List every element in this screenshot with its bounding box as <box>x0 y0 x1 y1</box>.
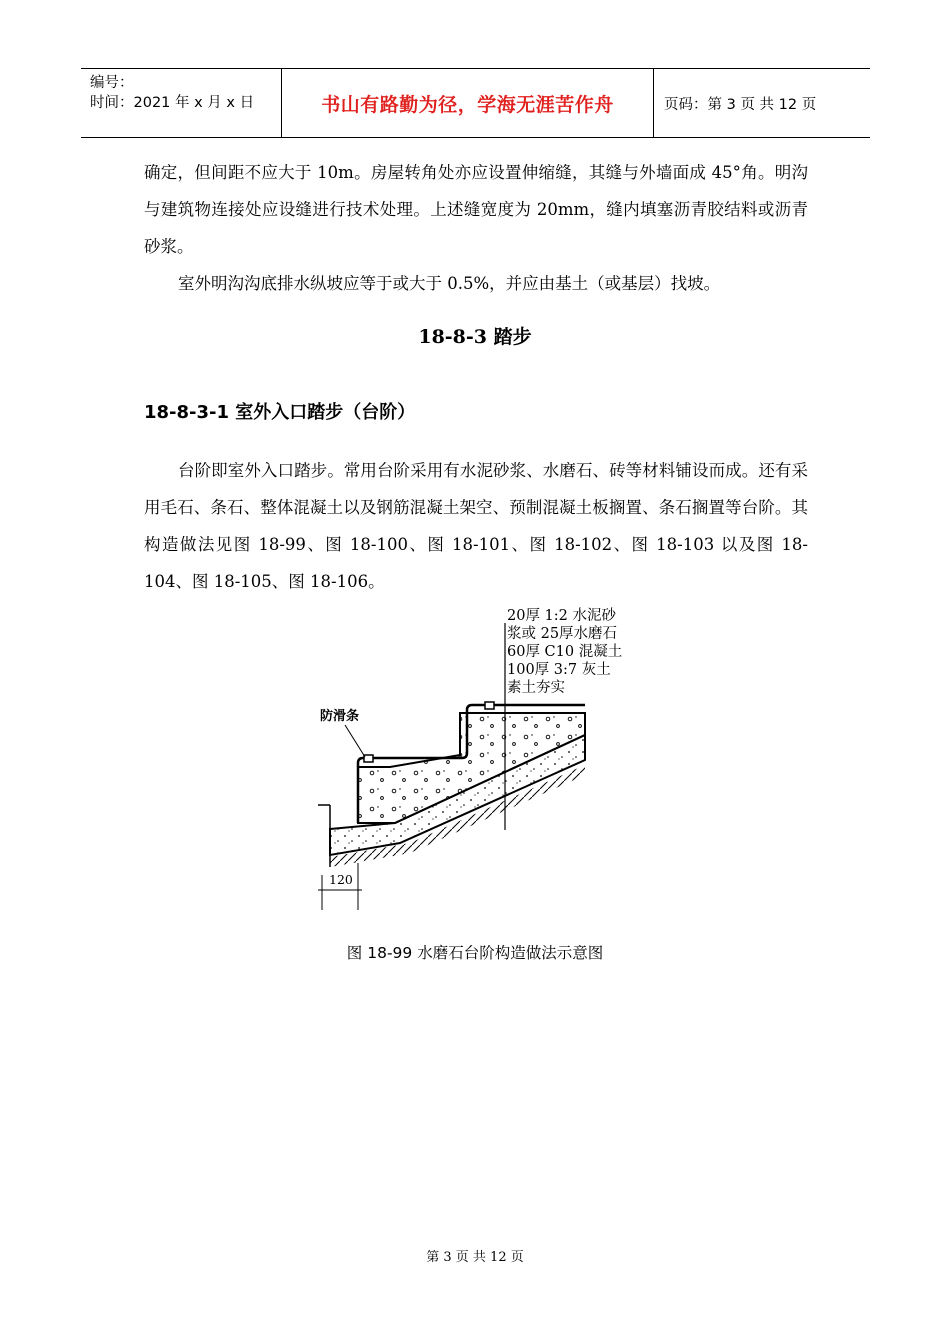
page-footer: 第 3 页 共 12 页 <box>426 1250 524 1265</box>
header-meta <box>81 69 281 137</box>
anti-slip-label: 防滑条 <box>320 709 360 724</box>
header-page-info: 页码：第 3 页 共 12 页 <box>664 96 817 113</box>
anti-slip-strip-lower <box>364 755 373 762</box>
layer-label-3: 100厚 3:7 灰土 <box>507 662 611 678</box>
paragraph-3: 台阶即室外入口踏步。常用台阶采用有水泥砂浆、水磨石、砖等材料铺设而成。还有采用毛石、条石、整体混凝土以及钢筋混凝土架空、预制混凝土板搁置、条石搁置等台阶。其构造做法见图 18-99、图 18-100、图 18-101、图 18-102、图 18-103 以及图 18-104、图 18-105、图 18-106。 <box>144 461 808 591</box>
code-label: 编号： <box>90 75 134 91</box>
layer-label-1a: 20厚 1:2 水泥砂 <box>507 608 617 624</box>
header-motto: 书山有路勤为径，学海无涯苦作舟 <box>321 93 614 116</box>
dimension-label: 120 <box>329 872 353 887</box>
layer-label-4: 素土夯实 <box>507 680 565 696</box>
anti-slip-leader <box>345 725 365 757</box>
anti-slip-strip-upper <box>485 702 494 709</box>
paragraph-1: 确定，但间距不应大于 10m。房屋转角处亦应设置伸缩缝，其缝与外墙面成 45°角。明沟与建筑物连接处应设缝进行技术处理。上述缝宽度为 20mm，缝内填塞沥青胶结料或沥青砂浆。 <box>144 163 808 256</box>
layer-label-1b: 浆或 25厚水磨石 <box>507 626 618 642</box>
time-label: 时间：2021 年 x 月 x 日 <box>90 95 255 111</box>
layer-label-2: 60厚 C10 混凝土 <box>507 644 623 660</box>
paragraph-2: 室外明沟沟底排水纵坡应等于或大于 0.5%，并应由基土（或基层）找坡。 <box>178 274 721 293</box>
section-heading: 18-8-3 踏步 <box>418 326 532 348</box>
sub-heading: 18-8-3-1 室外入口踏步（台阶） <box>144 402 416 423</box>
page-header <box>81 68 870 138</box>
figure-caption: 图 18-99 水磨石台阶构造做法示意图 <box>346 944 604 962</box>
header-motto-cell <box>281 69 654 137</box>
terrazzo-step-diagram <box>300 605 660 915</box>
